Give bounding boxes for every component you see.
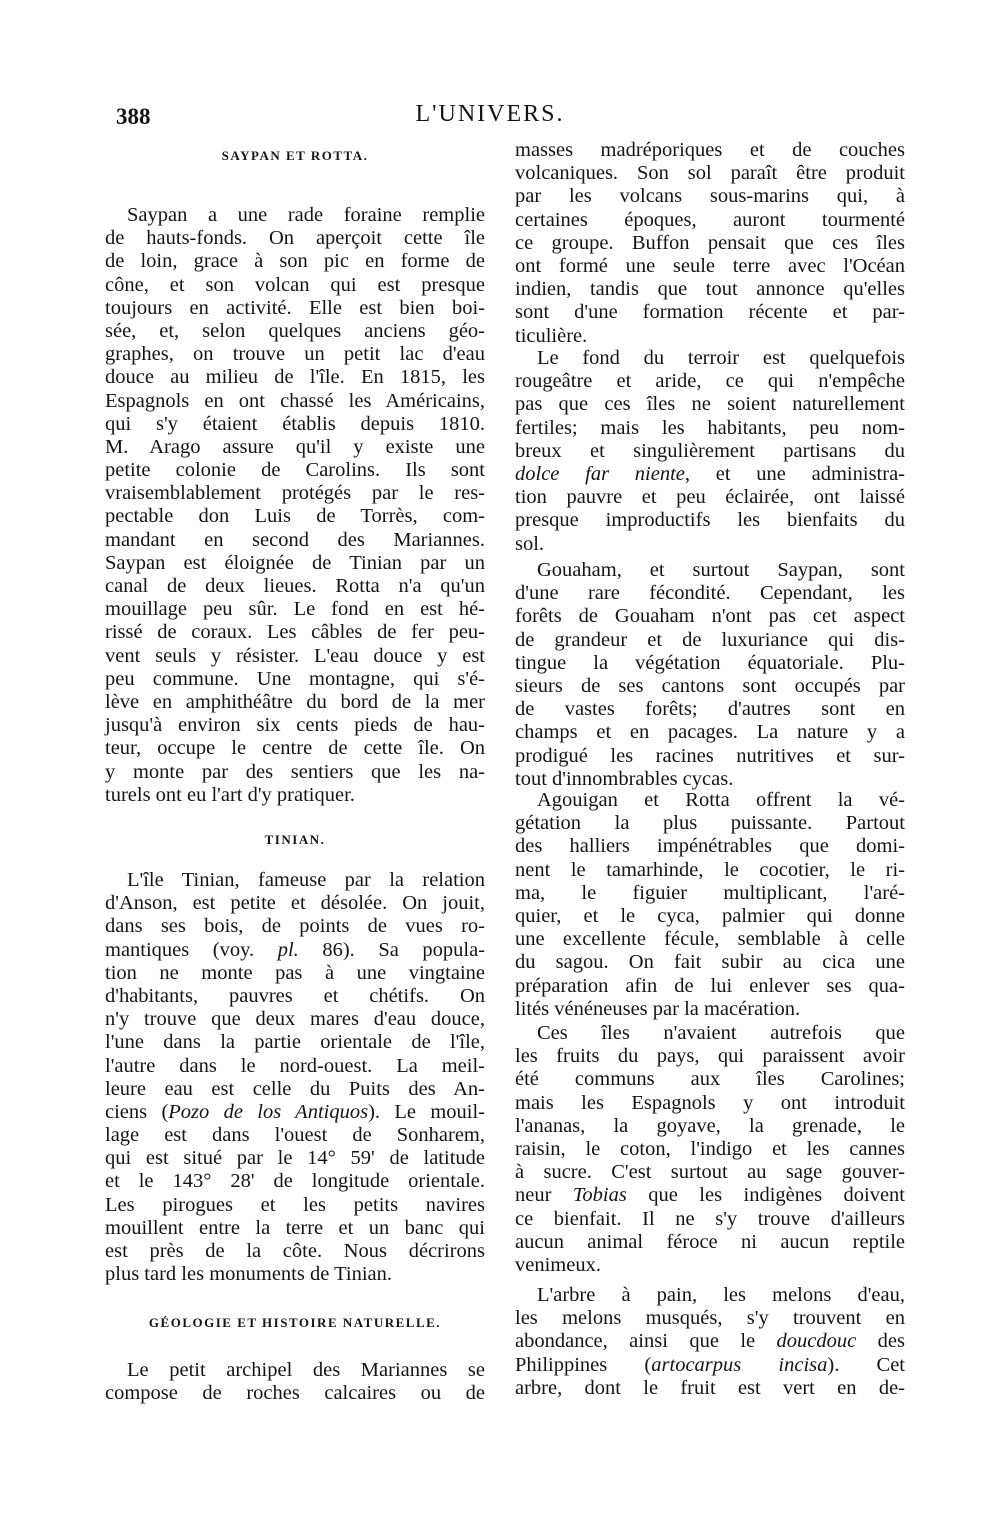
text-line: [105, 1101, 485, 1124]
text-line: champs et en pacages. La nature y a: [515, 721, 905, 744]
text-line: arbre, dont le fruit est vert en de-: [515, 1376, 905, 1399]
text-line: volcaniques. Son sol paraît être produit: [515, 162, 905, 185]
text-line: Le fond du terroir est quelquefois: [537, 347, 905, 369]
text-line: Saypan a une rade foraine remplie: [127, 204, 485, 226]
text-line: mouillage peu sûr. Le fond en est hé-: [105, 598, 485, 621]
text-line: de vastes forêts; d'autres sont en: [515, 698, 905, 721]
text-line: leure eau est celle du Puits des An-: [105, 1077, 485, 1100]
text-line: l'une dans la partie orientale de l'île,: [105, 1031, 485, 1054]
text-line: mouillent entre la terre et un banc qui: [105, 1216, 485, 1239]
text-line: mais les Espagnols y ont introduit: [515, 1091, 905, 1114]
paragraph: [515, 1284, 905, 1400]
text-line: y monte par des sentiers que les na-: [105, 760, 485, 783]
text-segment: mantiques (voy.: [105, 938, 278, 961]
text-line: L'île Tinian, fameuse par la relation: [127, 869, 485, 891]
text-line: préparation afin de lui enlever ses qua-: [515, 974, 905, 997]
text-line: nent le tamarhinde, le cocotier, le ri-: [515, 858, 905, 881]
text-line: une excellente fécule, semblable à celle: [515, 928, 905, 951]
text-line: indien, tandis que tout annonce qu'elles: [515, 278, 905, 301]
text-line: peu commune. Une montagne, qui s'é-: [105, 667, 485, 690]
text-line: ma, le figuier multiplicant, l'aré-: [515, 881, 905, 904]
text-line: de loin, grace à son pic en forme de: [105, 250, 485, 273]
text-line: [515, 1330, 905, 1353]
text-line: lage est dans l'ouest de Sonharem,: [105, 1124, 485, 1147]
text-segment: des: [856, 1330, 905, 1353]
text-segment: neur: [515, 1184, 573, 1207]
paragraph: [105, 869, 485, 1286]
paragraph: [515, 347, 905, 556]
text-line: du sagou. On fait subir au cica une: [515, 951, 905, 974]
text-line: forêts de Gouaham n'ont pas cet aspect: [515, 605, 905, 628]
text-line: [515, 463, 905, 486]
text-line: graphes, on trouve un petit lac d'eau: [105, 343, 485, 366]
text-line: quier, et le cyca, palmier qui donne: [515, 904, 905, 927]
text-line: l'autre dans le nord-ouest. La meil-: [105, 1054, 485, 1077]
paragraph: [515, 559, 905, 791]
text-line: lève en amphithéâtre du bord de la mer: [105, 690, 485, 713]
text-line: sieurs de ses cantons sont occupés par: [515, 674, 905, 697]
text-line: ticulière.: [515, 324, 588, 347]
text-line: [515, 1354, 905, 1377]
text-line: tout d'innombrables cycas.: [515, 767, 734, 790]
text-line: canal de deux lieues. Rotta n'a qu'un: [105, 575, 485, 597]
text-line: par les volcans sous-marins qui, à: [515, 185, 905, 208]
text-line: plus tard les monuments de Tinian.: [105, 1263, 392, 1286]
italic-text: Tobias: [572, 1184, 627, 1207]
text-line: sol.: [515, 532, 545, 555]
italic-text: artocarpus incisa: [651, 1353, 828, 1376]
text-line: Saypan est éloignée de Tinian par un: [105, 551, 485, 574]
text-line: à sucre. C'est surtout au sage gouver-: [515, 1161, 905, 1184]
paragraph: [515, 1022, 905, 1277]
text-line: sont d'une formation récente et par-: [515, 301, 905, 324]
page-number: 388: [116, 104, 151, 129]
text-line: compose de roches calcaires ou de: [105, 1382, 485, 1405]
text-segment: que les indigènes doivent: [626, 1184, 905, 1207]
paragraph: [515, 139, 905, 348]
text-line: breux et singulièrement partisans du: [515, 439, 905, 462]
text-line: n'y trouve que deux mares d'eau douce,: [105, 1008, 485, 1031]
text-line: masses madréporiques et de couches: [515, 139, 905, 161]
italic-text: dolce far niente: [515, 462, 685, 485]
text-line: d'Anson, est petite et désolée. On jouit,: [105, 892, 485, 915]
text-line: prodigué les racines nutritives et sur-: [515, 744, 905, 767]
text-line: ont formé une seule terre avec l'Océan: [515, 254, 905, 277]
paragraph: [105, 204, 485, 807]
text-line: Les pirogues et les petits navires: [105, 1193, 485, 1216]
text-line: vent seuls y résister. L'eau douce y est: [105, 644, 485, 667]
section-heading: TINIAN.: [264, 832, 326, 847]
text-line: pas que ces îles ne soient naturellement: [515, 393, 905, 416]
text-line: pectable don Luis de Torrès, com-: [105, 505, 485, 528]
text-line: des halliers impénétrables que domi-: [515, 835, 905, 858]
text-line: vraisemblablement protégés par le res-: [105, 482, 485, 505]
section-heading: GÉOLOGIE ET HISTOIRE NATURELLE.: [148, 1315, 442, 1330]
text-segment: , et une administra-: [684, 462, 905, 485]
text-line: Espagnols en ont chassé les Américains,: [105, 389, 485, 412]
text-line: mandant en second des Mariannes.: [105, 528, 485, 551]
text-segment: Philippines (: [515, 1353, 652, 1376]
text-line: et le 143° 28' de longitude orientale.: [105, 1170, 485, 1193]
text-line: fertiles; mais les habitants, peu nom-: [515, 416, 905, 439]
text-segment: ). Cet: [827, 1353, 905, 1376]
text-line: [105, 939, 485, 962]
text-line: douce au milieu de l'île. En 1815, les: [105, 366, 485, 389]
text-line: turels ont eu l'art d'y pratiquer.: [105, 783, 355, 806]
text-line: qui est situé par le 14° 59' de latitude: [105, 1147, 485, 1170]
text-line: d'une rare fécondité. Cependant, les: [515, 582, 905, 605]
paragraph: [515, 789, 905, 1021]
text-line: dans ses bois, de points de vues ro-: [105, 915, 485, 938]
text-line: sée, et, selon quelques anciens géo-: [105, 319, 485, 342]
text-line: rougeâtre et aride, ce qui n'empêche: [515, 370, 905, 393]
text-line: certaines époques, auront tourmenté: [515, 208, 905, 231]
text-line: d'habitants, pauvres et chétifs. On: [105, 984, 485, 1007]
text-line: l'ananas, la goyave, la grenade, le: [515, 1114, 905, 1137]
text-line: jusqu'à environ six cents pieds de hau-: [105, 714, 485, 737]
text-line: tingue la végétation équatoriale. Plu-: [515, 651, 905, 674]
text-line: toujours en activité. Elle est bien boi-: [105, 296, 485, 319]
text-line: de hauts-fonds. On aperçoit cette île: [105, 227, 485, 250]
text-line: presque improductifs les bienfaits du: [515, 509, 905, 532]
text-line: tion ne monte pas à une vingtaine: [105, 961, 485, 984]
text-line: [515, 1184, 905, 1207]
text-line: venimeux.: [515, 1253, 601, 1276]
text-line: aucun animal féroce ni aucun reptile: [515, 1230, 905, 1253]
text-line: Ces îles n'avaient autrefois que: [537, 1022, 905, 1044]
section-heading: SAYPAN ET ROTTA.: [221, 148, 369, 163]
text-segment: ciens (: [105, 1100, 169, 1123]
text-line: tion pauvre et peu éclairée, ont laissé: [515, 486, 905, 509]
text-line: raisin, le coton, l'indigo et les cannes: [515, 1137, 905, 1160]
running-title: L'UNIVERS.: [415, 101, 565, 127]
italic-text: doucdouc: [776, 1330, 857, 1353]
text-line: M. Arago assure qu'il y existe une: [105, 435, 485, 458]
text-line: les fruits du pays, qui paraissent avoir: [515, 1045, 905, 1068]
text-line: petite colonie de Carolins. Ils sont: [105, 459, 485, 482]
text-line: qui s'y étaient établis depuis 1810.: [105, 412, 485, 435]
text-line: teur, occupe le centre de cette île. On: [105, 737, 485, 760]
text-line: rissé de coraux. Les câbles de fer peu-: [105, 621, 485, 644]
text-line: les melons musqués, s'y trouvent en: [515, 1307, 905, 1330]
text-line: ce groupe. Buffon pensait que ces îles: [515, 231, 905, 254]
text-segment: ). Le mouil-: [368, 1100, 485, 1123]
text-segment: 86). Sa popula-: [298, 938, 485, 961]
text-line: gétation la plus puissante. Partout: [515, 812, 905, 835]
text-segment: abondance, ainsi que le: [515, 1330, 777, 1353]
text-line: est près de la côte. Nous décrirons: [105, 1240, 485, 1262]
italic-text: Pozo de los Antiquos: [168, 1100, 369, 1123]
text-line: Le petit archipel des Mariannes se: [127, 1359, 485, 1381]
paragraph: [105, 1359, 485, 1405]
text-line: lités vénéneuses par la macération.: [515, 997, 801, 1020]
text-line: de grandeur et de luxuriance qui dis-: [515, 628, 905, 651]
text-line: cône, et son volcan qui est presque: [105, 273, 485, 296]
text-line: Gouaham, et surtout Saypan, sont: [537, 559, 905, 581]
text-line: été communs aux îles Carolines;: [515, 1068, 905, 1091]
text-line: Agouigan et Rotta offrent la vé-: [537, 789, 905, 811]
italic-text: pl.: [277, 938, 299, 961]
text-line: L'arbre à pain, les melons d'eau,: [537, 1284, 905, 1306]
text-line: ce bienfait. Il ne s'y trouve d'ailleurs: [515, 1207, 905, 1230]
